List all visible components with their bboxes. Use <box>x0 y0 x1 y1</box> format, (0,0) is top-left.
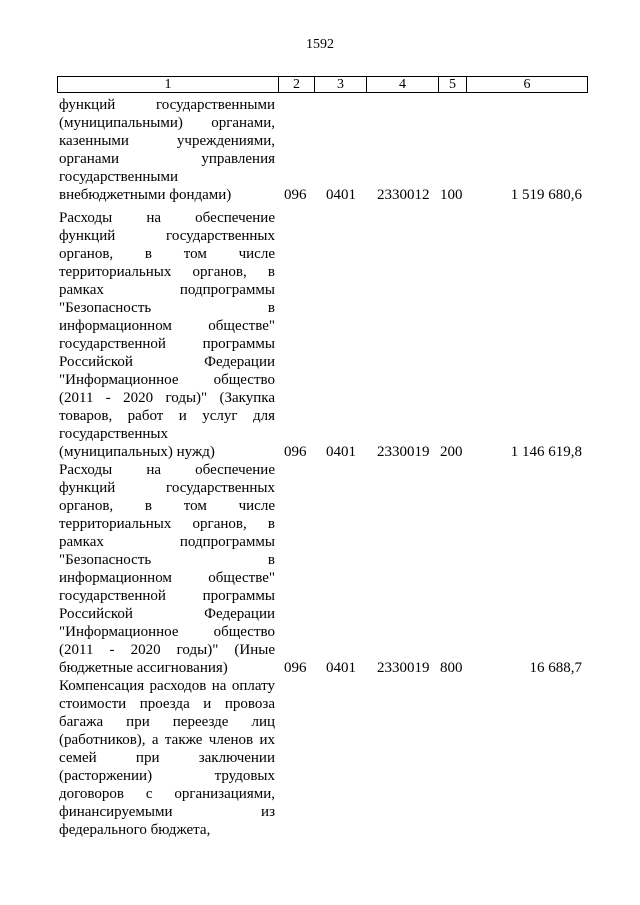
header-col-2: 2 <box>279 77 315 92</box>
description-line: функций государственных <box>59 480 275 496</box>
description-line: товаров, работ и услуг для <box>59 408 275 424</box>
description-line: территориальных органов, в <box>59 516 275 532</box>
description-line: органами управления <box>59 151 275 167</box>
description-line: органов, в том числе <box>59 246 275 262</box>
description-line: казенными учреждениями, <box>59 133 275 149</box>
amount: 1 146 619,8 <box>510 444 582 460</box>
code-admin: 096 <box>284 444 307 460</box>
header-col-5: 5 <box>439 77 467 92</box>
code-target: 2330019 <box>377 444 430 460</box>
code-expense-type: 200 <box>440 444 463 460</box>
page-number: 1592 <box>306 37 334 52</box>
amount: 16 688,7 <box>529 660 582 676</box>
header-col-1: 1 <box>58 77 279 92</box>
code-admin: 096 <box>284 660 307 676</box>
description-line: (муниципальных) нужд) <box>59 444 215 460</box>
description-line: Расходы на обеспечение <box>59 210 275 226</box>
description-line: (работников), а также членов их <box>59 732 275 748</box>
row-description <box>59 209 275 461</box>
description-line: федерального бюджета, <box>59 822 211 838</box>
description-line: (2011 - 2020 годы)" (Закупка <box>59 390 275 406</box>
amount: 1 519 680,6 <box>510 187 582 203</box>
description-line: (2011 - 2020 годы)" (Иные <box>59 642 275 658</box>
description-line: государственной программы <box>59 336 275 352</box>
description-line: финансируемыми из <box>59 804 275 820</box>
code-target: 2330012 <box>377 187 430 203</box>
code-section: 0401 <box>326 444 356 460</box>
description-line: Российской Федерации <box>59 606 275 622</box>
header-col-3: 3 <box>315 77 367 92</box>
description-line: территориальных органов, в <box>59 264 275 280</box>
description-line: информационном обществе" <box>59 570 275 586</box>
description-line: функций государственных <box>59 228 275 244</box>
description-line: государственными <box>59 169 178 185</box>
row-description <box>59 461 275 677</box>
description-line: Компенсация расходов на оплату <box>59 678 275 694</box>
header-col-4: 4 <box>367 77 439 92</box>
description-line: органов, в том числе <box>59 498 275 514</box>
description-line: рамках подпрограммы <box>59 282 275 298</box>
description-line: Российской Федерации <box>59 354 275 370</box>
code-expense-type: 100 <box>440 187 463 203</box>
code-expense-type: 800 <box>440 660 463 676</box>
description-line: "Безопасность в <box>59 552 275 568</box>
header-col-6: 6 <box>523 77 531 92</box>
description-line: информационном обществе" <box>59 318 275 334</box>
description-line: бюджетные ассигнования) <box>59 660 228 676</box>
description-line: Расходы на обеспечение <box>59 462 275 478</box>
description-line: "Безопасность в <box>59 300 275 316</box>
description-line: договоров с организациями, <box>59 786 275 802</box>
description-line: внебюджетными фондами) <box>59 187 232 203</box>
description-line: стоимости проезда и провоза <box>59 696 275 712</box>
description-line: багажа при переезде лиц <box>59 714 275 730</box>
description-line: рамках подпрограммы <box>59 534 275 550</box>
code-target: 2330019 <box>377 660 430 676</box>
code-section: 0401 <box>326 187 356 203</box>
description-line: "Информационное общество <box>59 624 275 640</box>
description-line: функций государственными <box>59 97 275 113</box>
description-line: (муниципальными) органами, <box>59 115 275 131</box>
table-header <box>57 76 588 93</box>
code-section: 0401 <box>326 660 356 676</box>
row-description <box>59 677 275 839</box>
description-line: (расторжении) трудовых <box>59 768 275 784</box>
row-description <box>59 96 275 204</box>
description-line: семей при заключении <box>59 750 275 766</box>
code-admin: 096 <box>284 187 307 203</box>
description-line: "Информационное общество <box>59 372 275 388</box>
description-line: государственной программы <box>59 588 275 604</box>
description-line: государственных <box>59 426 168 442</box>
